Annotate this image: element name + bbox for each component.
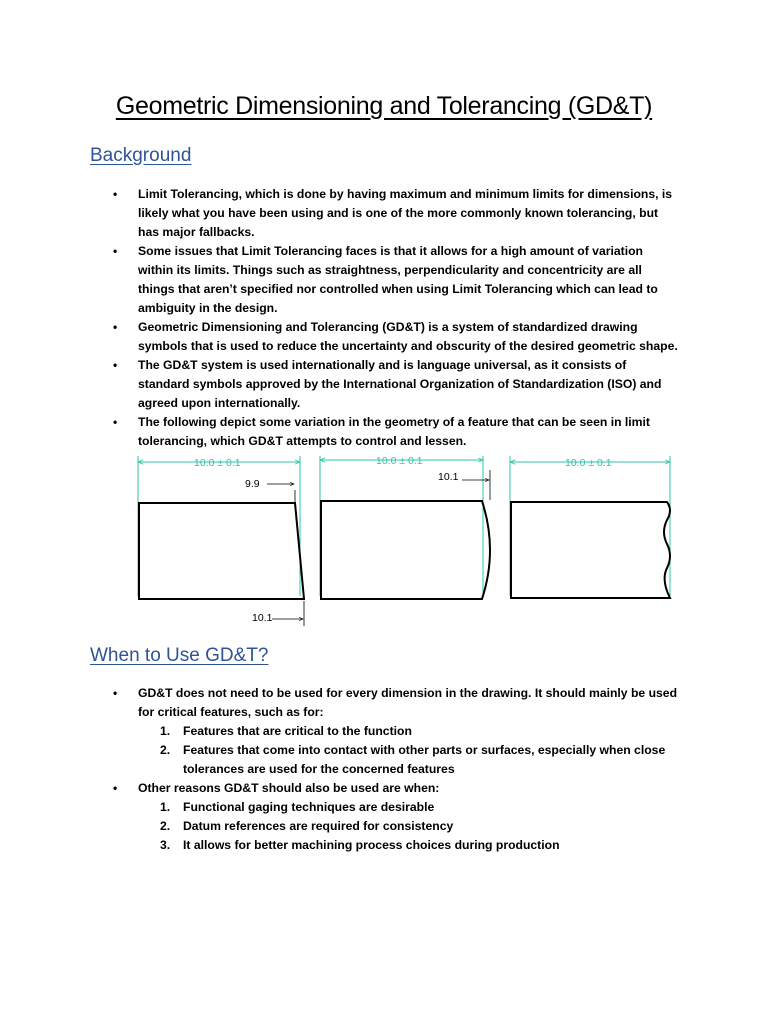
part-1-tapered — [138, 456, 304, 626]
item-number: 1. — [160, 800, 171, 814]
item-text: Functional gaging techniques are desirable — [183, 800, 435, 814]
bullet-text: GD&T does not need to be used for every dimension in the drawing. It should mainly be used for critical features, such as for: — [138, 686, 678, 719]
part-2-convex — [320, 455, 490, 599]
numbered-item — [138, 722, 680, 741]
background-bullet-list — [112, 185, 680, 451]
item-text: Features that come into contact with other parts or surfaces, especially when close tolerances are used for the concerned features — [183, 743, 666, 776]
item-number: 2. — [160, 819, 171, 833]
part-1-bottom-label: 10.1 — [252, 612, 273, 624]
list-item — [112, 185, 680, 242]
bullet-text: Other reasons GD&T should also be used are when: — [138, 781, 440, 795]
part-1-top-label: 9.9 — [245, 478, 260, 490]
bullet-icon: • — [113, 781, 118, 795]
bullet-icon: • — [113, 358, 118, 372]
item-number: 3. — [160, 838, 171, 852]
item-text: Datum references are required for consistency — [183, 819, 454, 833]
numbered-item — [138, 741, 680, 779]
tolerance-variation-figure — [130, 446, 690, 632]
section-heading-background: Background — [90, 145, 192, 166]
bullet-text: Limit Tolerancing, which is done by having maximum and minimum limits for dimensions, is likely what you have been using and is one of the more commonly known tolerancing, but has major fallbacks. — [138, 187, 673, 239]
bullet-icon: • — [113, 187, 118, 201]
list-item — [112, 356, 680, 413]
bullet-icon: • — [113, 686, 118, 700]
item-number: 2. — [160, 743, 171, 757]
bullet-icon: • — [113, 415, 118, 429]
list-item — [112, 242, 680, 318]
dimension-label: 10.0 ± 0.1 — [376, 455, 423, 467]
when-to-use-bullet-list — [112, 684, 680, 855]
bullet-icon: • — [113, 244, 118, 258]
part-2-label: 10.1 — [438, 471, 459, 483]
section-heading-when-to-use: When to Use GD&T? — [90, 645, 269, 666]
numbered-item — [138, 836, 680, 855]
item-text: Features that are critical to the function — [183, 724, 412, 738]
item-text: It allows for better machining process choices during production — [183, 838, 560, 852]
list-item — [112, 318, 680, 356]
list-item — [112, 779, 680, 855]
dimension-label: 10.0 ± 0.1 — [194, 457, 241, 469]
bullet-icon: • — [113, 320, 118, 334]
tolerance-diagram — [130, 446, 690, 632]
bullet-text: Some issues that Limit Tolerancing faces is that it allows for a high amount of variation within its limits. Things such as straightness, perpendicularity and concentricity are all things that aren’t specified nor controlled when using Limit Tolerancing which can lead to ambiguity in the design. — [138, 244, 658, 315]
part-3-wavy — [510, 456, 670, 598]
page-title: Geometric Dimensioning and Tolerancing (GD&T) — [115, 92, 653, 120]
item-number: 1. — [160, 724, 171, 738]
dimension-label: 10.0 ± 0.1 — [565, 457, 612, 469]
numbered-list — [138, 798, 680, 855]
numbered-item — [138, 798, 680, 817]
numbered-list — [138, 722, 680, 779]
bullet-text: The following depict some variation in the geometry of a feature that can be seen in limit tolerancing, which GD&T attempts to control and lessen. — [138, 415, 650, 448]
numbered-item — [138, 817, 680, 836]
bullet-text: Geometric Dimensioning and Tolerancing (GD&T) is a system of standardized drawing symbols that is used to reduce the uncertainty and obscurity of the desired geometric shape. — [138, 320, 678, 353]
list-item — [112, 684, 680, 779]
bullet-text: The GD&T system is used internationally and is language universal, as it consists of standard symbols approved by the International Organization of Standardization (ISO) and agreed upon internationally. — [138, 358, 662, 410]
